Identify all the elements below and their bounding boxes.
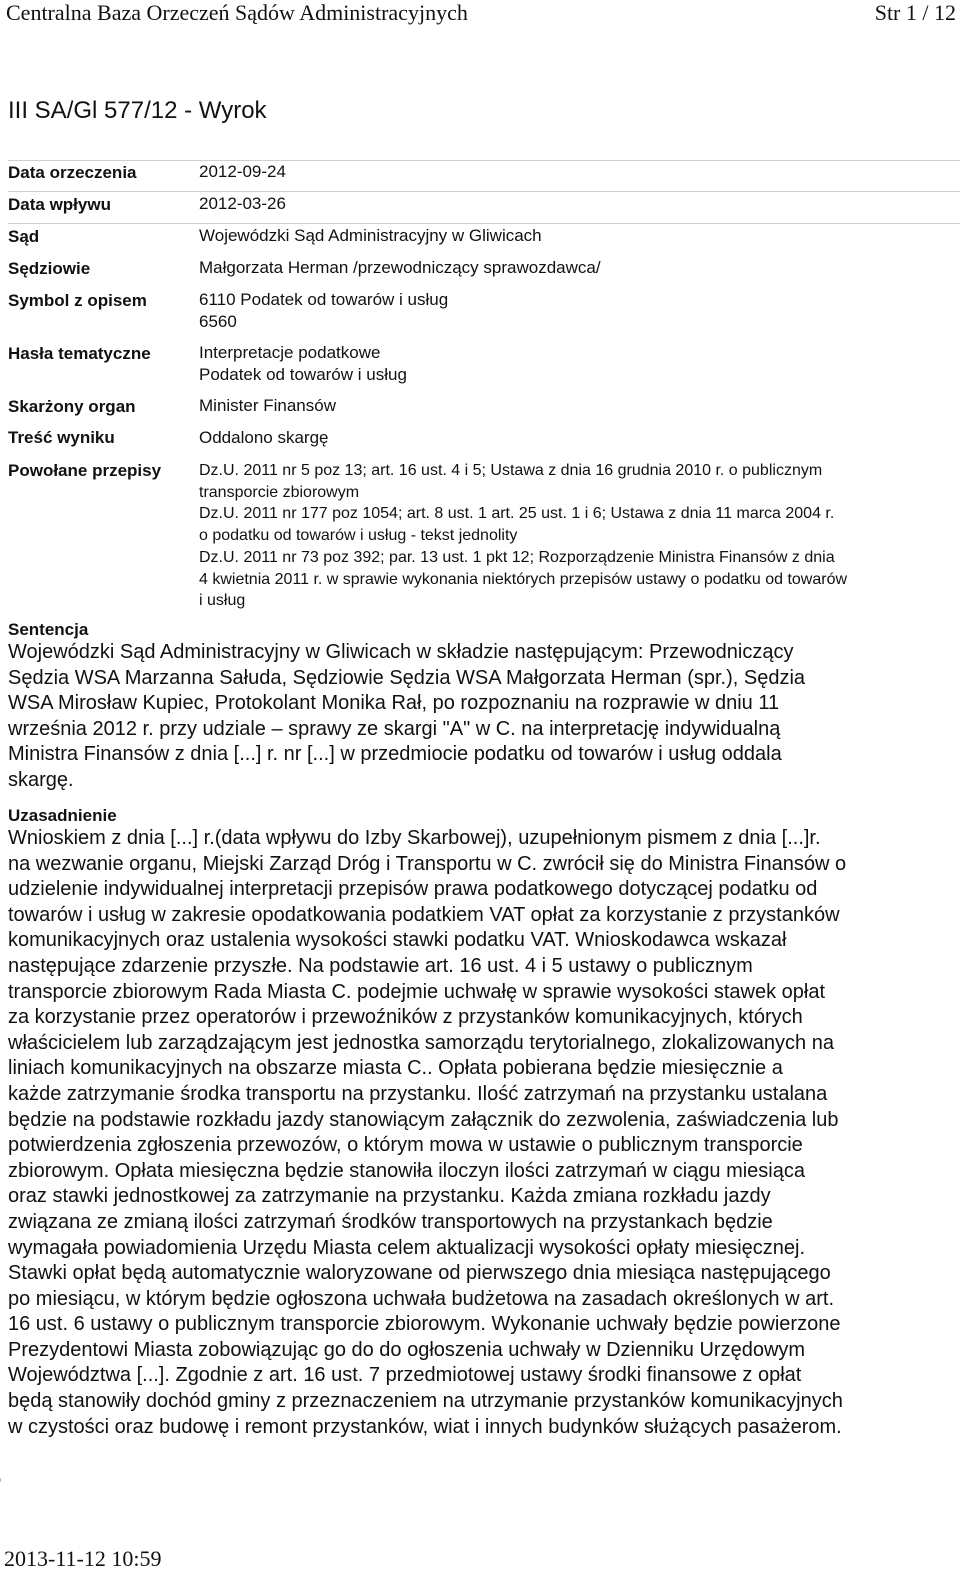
print-timestamp: 2013-11-12 10:59 [4, 1546, 162, 1571]
margin-mark [0, 1478, 1, 1482]
symbol-line: 6560 [199, 312, 237, 331]
uzasadnienie-line: liniach komunikacyjnych na obszarze miasta C.. Opłata pobierana będzie miesięcznie a [8, 1057, 783, 1080]
uzasadnienie-heading: Uzasadnienie [8, 806, 117, 825]
uzasadnienie-line: za korzystanie przez operatorów i przewoźników z przystanków komunikacyjnych, których [8, 1006, 803, 1029]
provisions-label: Powołane przepisy [8, 461, 162, 480]
keywords-value [199, 342, 407, 386]
uzasadnienie-line: Województwa [...]. Zgodnie z art. 16 ust. 7 przedmiotowej ustawy środki finansowe z opłat [8, 1364, 802, 1387]
sentencja-line: skargę. [8, 768, 74, 791]
keywords-label: Hasła tematyczne [8, 344, 151, 363]
uzasadnienie-line: w czystości oraz budowę i remont przystanków, wiat i innych budynków służących pasażerom. [8, 1415, 842, 1438]
page-header [6, 0, 956, 26]
date-ruling-label: Data orzeczenia [8, 163, 137, 182]
court-value: Wojewódzki Sąd Administracyjny w Gliwicach [199, 226, 542, 245]
date-ruling-value: 2012-09-24 [199, 162, 286, 181]
uzasadnienie-line: Prezydentowi Miasta zobowiązując go do do ogłoszenia uchwały w Dzienniku Urzędowym [8, 1338, 806, 1361]
sentencja-line: Wojewódzki Sąd Administracyjny w Gliwicach w składzie następującym: Przewodniczący [8, 641, 794, 663]
uzasadnienie-line: związana ze zmianą ilości zatrzymań środków transportowych na przystankach będzie [8, 1210, 773, 1233]
page-counter: Str 1 / 12 [874, 0, 956, 25]
keyword-line: Podatek od towarów i usług [199, 365, 407, 384]
uzasadnienie-line: transporcie zbiorowym Rada Miasta C. podejmie uchwałę w sprawie wysokości stawek opłat [8, 980, 826, 1003]
respondent-value: Minister Finansów [199, 396, 336, 415]
symbol-line: 6110 Podatek od towarów i usług [199, 290, 449, 309]
result-label: Treść wyniku [8, 428, 115, 447]
sentencja-body [8, 640, 958, 794]
sentencja-heading: Sentencja [8, 620, 89, 639]
judges-label: Sędziowie [8, 259, 91, 278]
uzasadnienie-line: następujące zdarzenie przyszłe. Na podstawie art. 16 ust. 4 i 5 ustawy o publicznym [8, 954, 753, 977]
uzasadnienie-line: Wnioskiem z dnia [...] r.(data wpływu do Izby Skarbowej), uzupełnionym pismem z dnia [...]r. [8, 827, 821, 849]
judges-value: Małgorzata Herman /przewodniczący sprawozdawca/ [199, 258, 601, 277]
date-received-label: Data wpływu [8, 195, 111, 214]
sentencja-line: WSA Mirosław Kupiec, Protokolant Monika Rał, po rozpoznaniu na rozprawie w dniu 11 [8, 692, 780, 715]
site-title: Centralna Baza Orzeczeń Sądów Administracyjnych [6, 0, 468, 25]
uzasadnienie-line: będzie na podstawie rozkładu jazdy stanowiącym załącznik do zezwolenia, zaświadczenia lub [8, 1108, 839, 1131]
sentencja-line: września 2012 r. przy udziale – sprawy ze skargi "A" w C. na interpretację indywidualną [8, 717, 781, 740]
uzasadnienie-line: 16 ust. 6 ustawy o publicznym transporcie zbiorowym. Wykonanie uchwały będzie powierzone [8, 1313, 841, 1336]
uzasadnienie-line: po miesiącu, w którym będzie ogłoszona uchwała budżetowa na zasadach określonych w art. [8, 1287, 834, 1310]
uzasadnienie-line: potwierdzenia zgłoszenia przewozów, o którym mowa w ustawie o publicznym transporcie [8, 1134, 803, 1157]
uzasadnienie-line: każde zatrzymanie środka transportu na przystanku. Ilość zatrzymań na przystanku ustalana [8, 1082, 828, 1105]
divider [8, 223, 960, 224]
court-label: Sąd [8, 227, 40, 246]
uzasadnienie-line: oraz stawki jednostkowej za zatrzymanie na przystanku. Każda zmiana rozkładu jazdy [8, 1185, 771, 1208]
symbol-label: Symbol z opisem [8, 291, 147, 310]
result-value: Oddalono skargę [199, 428, 329, 447]
uzasadnienie-line: będą stanowiły dochód gminy z przeznaczeniem na utrzymanie przystanków komunikacyjnych [8, 1390, 843, 1413]
divider [8, 191, 960, 192]
provision-line: Dz.U. 2011 nr 177 poz 1054; art. 8 ust. 1 art. 25 ust. 1 i 6; Ustawa z dnia 11 marca 2004 r. [199, 505, 835, 523]
provisions-value [199, 460, 954, 612]
provision-line: o podatku od towarów i usług - tekst jednolity [199, 527, 518, 545]
divider [8, 160, 960, 161]
uzasadnienie-body [8, 826, 958, 1440]
uzasadnienie-line: komunikacyjnych oraz ustalenia wysokości stawki podatku VAT. Wnioskodawca wskazał [8, 929, 787, 952]
respondent-label: Skarżony organ [8, 397, 136, 416]
uzasadnienie-line: wymagała powiadomienia Urzędu Miasta celem aktualizacji wysokości opłaty miesięcznej. [8, 1236, 806, 1259]
keyword-line: Interpretacje podatkowe [199, 343, 381, 362]
uzasadnienie-line: właścicielem lub zarządzającym jest jednostka samorządu terytorialnego, zlokalizowanych na [8, 1031, 834, 1054]
date-received-value: 2012-03-26 [199, 194, 286, 213]
document-title: III SA/Gl 577/12 - Wyrok [8, 97, 267, 124]
provision-line: Dz.U. 2011 nr 5 poz 13; art. 16 ust. 4 i 5; Ustawa z dnia 16 grudnia 2010 r. o publicznym [199, 462, 823, 479]
sentencja-line: Sędzia WSA Marzanna Sałuda, Sędziowie Sędzia WSA Małgorzata Herman (spr.), Sędzia [8, 666, 806, 689]
uzasadnienie-line: Stawki opłat będą automatycznie waloryzowane od pierwszego dnia miesiąca następującego [8, 1262, 831, 1285]
uzasadnienie-line: na wezwanie organu, Miejski Zarząd Dróg i Transportu w C. zwrócił się do Ministra Finansów o [8, 852, 847, 875]
provision-line: transporcie zbiorowym [199, 483, 360, 501]
sentencja-line: Ministra Finansów z dnia [...] r. nr [...] w przedmiocie podatku od towarów i usług oddala [8, 743, 782, 766]
uzasadnienie-line: udzielenie indywidualnej interpretacji przepisów prawa podatkowego dotyczącej podatku od [8, 878, 818, 901]
provision-line: 4 kwietnia 2011 r. w sprawie wykonania niektórych przepisów ustawy o podatku od towarów [199, 570, 848, 588]
symbol-value [199, 289, 448, 333]
provision-line: Dz.U. 2011 nr 73 poz 392; par. 13 ust. 1 pkt 12; Rozporządzenie Ministra Finansów z dnia [199, 548, 835, 566]
uzasadnienie-line: towarów i usług w zakresie opodatkowania podatkiem VAT opłat za korzystanie z przystanków [8, 903, 840, 926]
provision-line: i usług [199, 592, 246, 610]
uzasadnienie-line: zbiorowym. Opłata miesięczna będzie stanowiła iloczyn ilości zatrzymań w ciągu miesiąca [8, 1159, 805, 1182]
